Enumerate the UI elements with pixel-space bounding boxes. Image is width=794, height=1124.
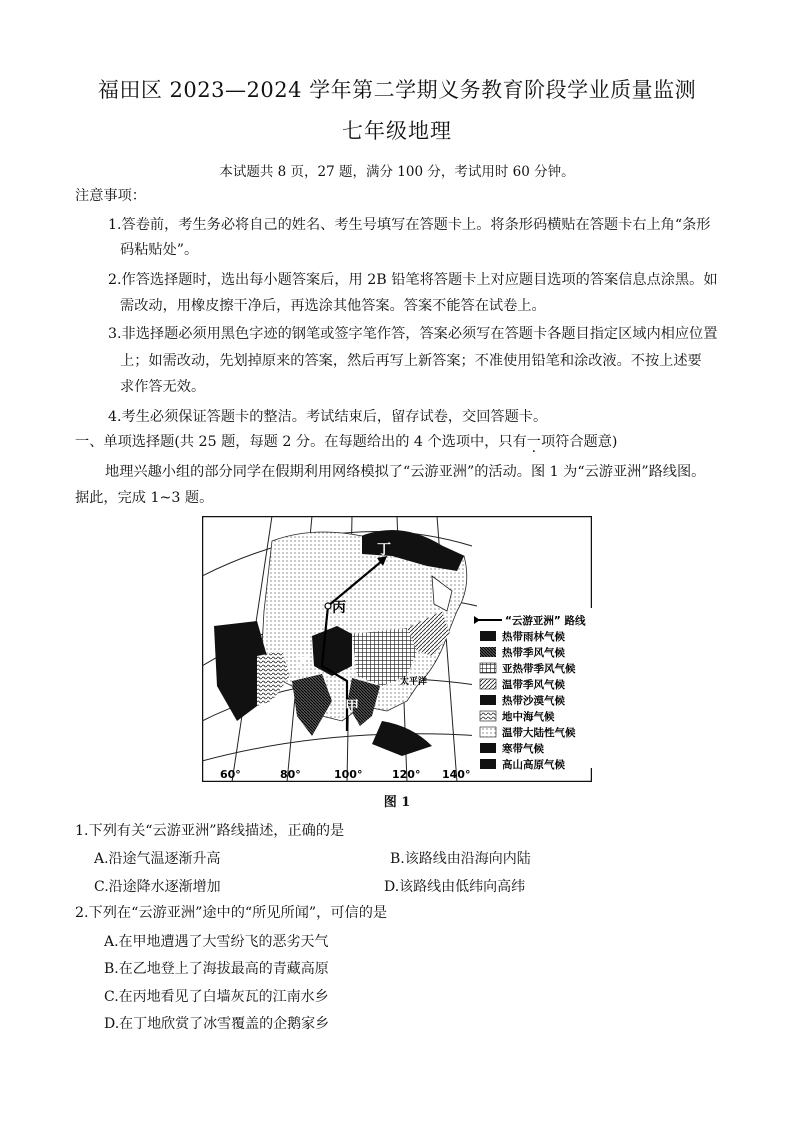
question-1-option-a[interactable]: A.沿途气温逐渐升高 (94, 851, 221, 867)
longitude-label: 100° (334, 768, 363, 781)
place-label-bing: 丙 (332, 600, 346, 616)
solid-swatch-icon (480, 695, 496, 705)
note-3-line-3: 求作答无效。 (120, 379, 206, 395)
longitude-label: 80° (280, 768, 301, 781)
place-label-yi: 乙 (297, 656, 311, 672)
section-1-intro-line-2: 据此，完成 1~3 题。 (75, 490, 214, 506)
section-1-heading: 一、单项选择题(共 25 题，每题 2 分。在每题给出的 4 个选项中，只有一项符合题意) (75, 434, 618, 450)
solid-swatch-icon (480, 631, 496, 641)
longitude-label: 140° (442, 768, 471, 781)
question-1-option-c[interactable]: C.沿途降水逐渐增加 (94, 879, 221, 895)
diagonal-swatch-icon (480, 679, 496, 689)
exam-info: 本试题共 8 页，27 题，满分 100 分，考试用时 60 分钟。 (219, 164, 575, 180)
note-4-line-1: 4.考生必须保证答题卡的整洁。考试结束后，留存试卷，交回答题卡。 (108, 409, 548, 425)
question-2-option-d[interactable]: D.在丁地欣赏了冰雪覆盖的企鹅家乡 (104, 1016, 330, 1032)
legend-label-route: “云游亚洲” 路线 (505, 615, 586, 627)
note-2-line-2: 需改动，用橡皮擦干净后，再选涂其他答案。答案不能答在试卷上。 (120, 298, 546, 314)
longitude-label: 60° (220, 768, 241, 781)
dense-hatch-swatch-icon (480, 647, 496, 657)
legend-label: 热带雨林气候 (502, 631, 565, 643)
question-2-option-b[interactable]: B.在乙地登上了海拔最高的青藏高原 (104, 961, 329, 977)
legend-label: 温带季风气候 (502, 679, 565, 691)
question-1-stem: 1.下列有关“云游亚洲”路线描述，正确的是 (75, 823, 345, 839)
question-1-option-b[interactable]: B.该路线由沿海向内陆 (390, 851, 531, 867)
question-2-option-c[interactable]: C.在丙地看见了白墙灰瓦的江南水乡 (104, 989, 329, 1005)
figure-caption: 图 1 (383, 795, 411, 810)
place-label-ding: 丁 (377, 542, 391, 558)
section-1-intro-line-1: 地理兴趣小组的部分同学在假期利用网络模拟了“云游亚洲”的活动。图 1 为“云游亚洲”路线图。 (105, 464, 706, 480)
note-3-line-1: 3.非选择题必须用黑色字迹的钢笔或签字笔作答，答案必须写在答题卡各题目指定区域内相应位置 (108, 326, 718, 342)
exam-title: 福田区 2023—2024 学年第二学期义务教育阶段学业质量监测 (97, 78, 697, 102)
place-label-jia: 甲 (345, 699, 359, 715)
legend-label: 温带大陆性气候 (502, 727, 576, 739)
note-2-line-1: 2.作答选择题时，选出每小题答案后，用 2B 铅笔将答题卡上对应题目选项的答案信息点涂黑。如 (108, 272, 718, 288)
note-1-line-1: 1.答卷前，考生务必将自己的姓名、考生号填写在答题卡上。将条形码横贴在答题卡右上角“条形 (108, 217, 711, 233)
question-1-option-d[interactable]: D.该路线由低纬向高纬 (384, 879, 526, 895)
legend-label: 地中海气候 (502, 711, 555, 723)
wave-swatch-icon (480, 711, 496, 721)
legend-label: 寒带气候 (502, 743, 544, 755)
legend-label: 亚热带季风气候 (502, 663, 576, 675)
legend-label: 热带沙漠气候 (502, 695, 565, 707)
solid-swatch-icon (480, 743, 496, 753)
longitude-label: 120° (392, 768, 421, 781)
place-label-pacific: 太平洋 (400, 677, 428, 687)
solid-swatch-icon (480, 759, 496, 769)
question-2-option-a[interactable]: A.在甲地遭遇了大雪纷飞的恶劣天气 (104, 934, 329, 950)
notes-heading: 注意事项： (75, 188, 146, 204)
note-3-line-2: 上；如需改动，先划掉原来的答案，然后再写上新答案；不准使用铅笔和涂改液。不按上述要 (120, 353, 702, 369)
asia-route-map (202, 516, 592, 782)
grid-swatch-icon (480, 663, 496, 673)
question-2-stem: 2.下列在“云游亚洲”途中的“所见所闻”，可信的是 (75, 905, 388, 921)
legend-label: 高山高原气候 (502, 759, 565, 771)
exam-subtitle: 七年级地理 (342, 119, 452, 143)
dotted-swatch-icon (480, 727, 496, 737)
note-1-line-2: 码粘贴处”。 (120, 242, 199, 258)
legend-label: 热带季风气候 (502, 647, 565, 659)
